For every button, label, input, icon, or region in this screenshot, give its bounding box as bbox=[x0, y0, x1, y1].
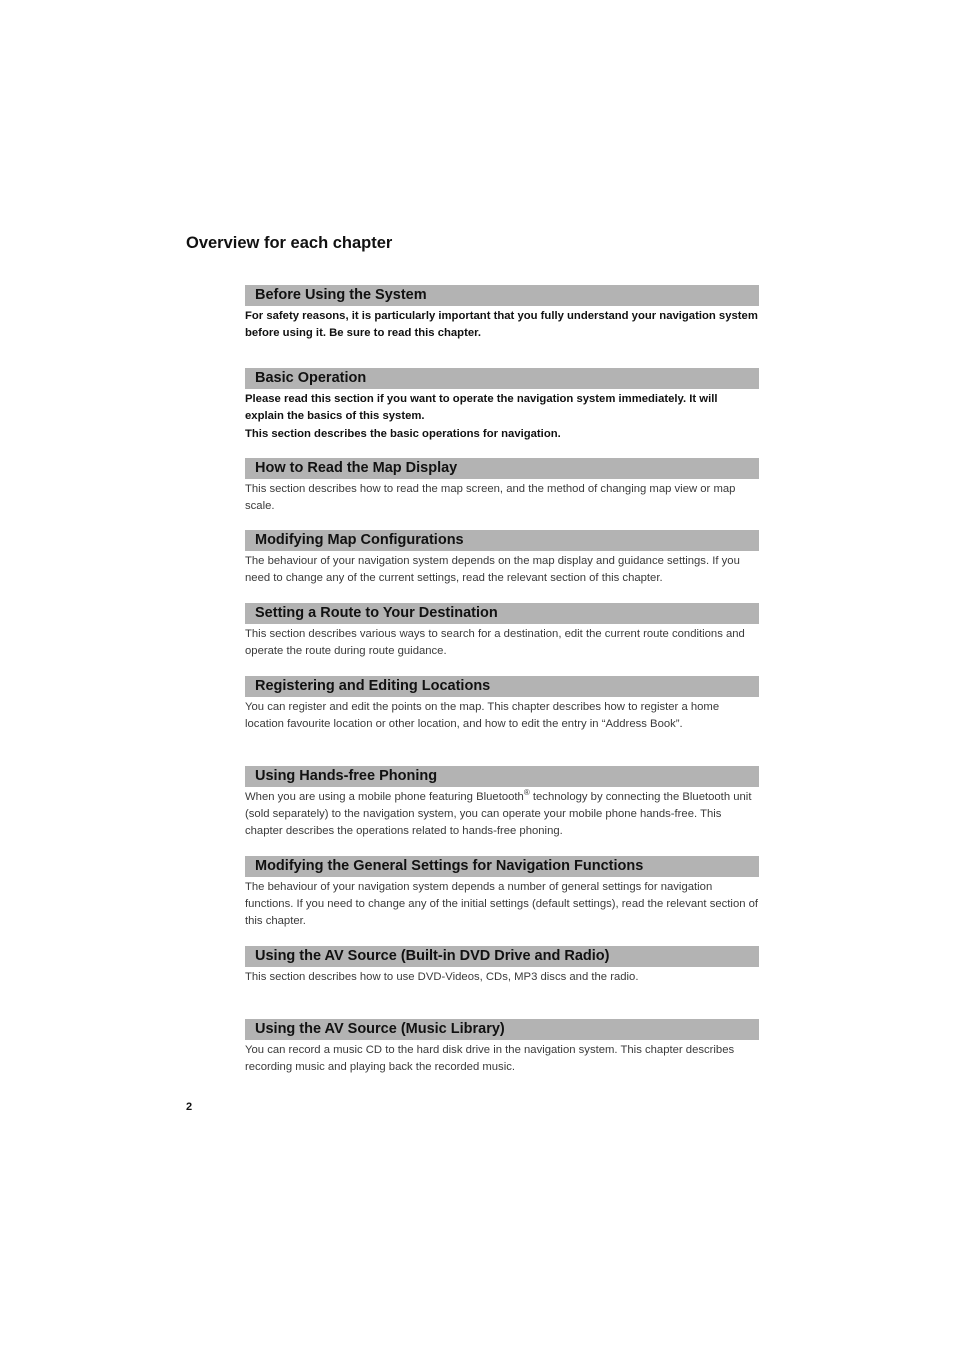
section-heading: Using the AV Source (Built-in DVD Drive and Radio) bbox=[245, 946, 759, 967]
section-heading: Before Using the System bbox=[245, 285, 759, 306]
section-text: For safety reasons, it is particularly important that you fully understand your navigation system before using it. Be sure to read this chapter. bbox=[245, 310, 758, 339]
section-route-destination bbox=[245, 603, 759, 660]
section-heading: Basic Operation bbox=[245, 368, 759, 389]
registered-mark: ® bbox=[523, 788, 530, 798]
section-heading: Setting a Route to Your Destination bbox=[245, 603, 759, 624]
section-before-using bbox=[245, 285, 759, 342]
section-map-display bbox=[245, 458, 759, 515]
section-text: This section describes how to use DVD-Videos, CDs, MP3 discs and the radio. bbox=[245, 971, 639, 983]
section-heading: Using the AV Source (Music Library) bbox=[245, 1019, 759, 1040]
section-heading: How to Read the Map Display bbox=[245, 458, 759, 479]
section-heading: Registering and Editing Locations bbox=[245, 676, 759, 697]
section-text: You can record a music CD to the hard disk drive in the navigation system. This chapter describes recording music and playing back the recorded music. bbox=[245, 1044, 735, 1073]
section-hands-free bbox=[245, 766, 759, 840]
section-heading: Using Hands-free Phoning bbox=[245, 766, 759, 787]
section-basic-operation bbox=[245, 368, 759, 443]
section-text: You can register and edit the points on the map. This chapter describes how to register a home location favourite location or other location, and how to edit the entry in “Address Book”. bbox=[245, 701, 720, 730]
section-heading: Modifying Map Configurations bbox=[245, 530, 759, 551]
page-title: Overview for each chapter bbox=[186, 234, 393, 252]
section-text: Please read this section if you want to operate the navigation system immediately. It will explain the basics of this system. bbox=[245, 393, 718, 422]
section-av-music-library bbox=[245, 1019, 759, 1076]
section-text: The behaviour of your navigation system depends a number of general settings for navigation functions. If you need to change any of the initial settings (default settings), read the relevant section of this chapter. bbox=[245, 881, 759, 927]
section-text: The behaviour of your navigation system depends on the map display and guidance settings. If you need to change any of the current settings, read the relevant section of this chapter. bbox=[245, 555, 740, 584]
section-map-configurations bbox=[245, 530, 759, 587]
section-general-settings bbox=[245, 856, 759, 930]
section-text: This section describes the basic operations for navigation. bbox=[245, 428, 561, 440]
section-text: This section describes various ways to search for a destination, edit the current route conditions and operate the route during route guidance. bbox=[245, 628, 745, 657]
section-text: This section describes how to read the map screen, and the method of changing map view or map scale. bbox=[245, 483, 736, 512]
section-av-dvd-radio bbox=[245, 946, 759, 986]
section-heading: Modifying the General Settings for Navigation Functions bbox=[245, 856, 759, 877]
page-number: 2 bbox=[186, 1101, 193, 1113]
section-registering-locations bbox=[245, 676, 759, 733]
section-text: When you are using a mobile phone featuring Bluetooth® technology by connecting the Bluetooth unit (sold separately) to the navigation system, you can operate your mobile phone hands-free. This chapter describes the operations related to hands-free phoning. bbox=[245, 788, 752, 837]
